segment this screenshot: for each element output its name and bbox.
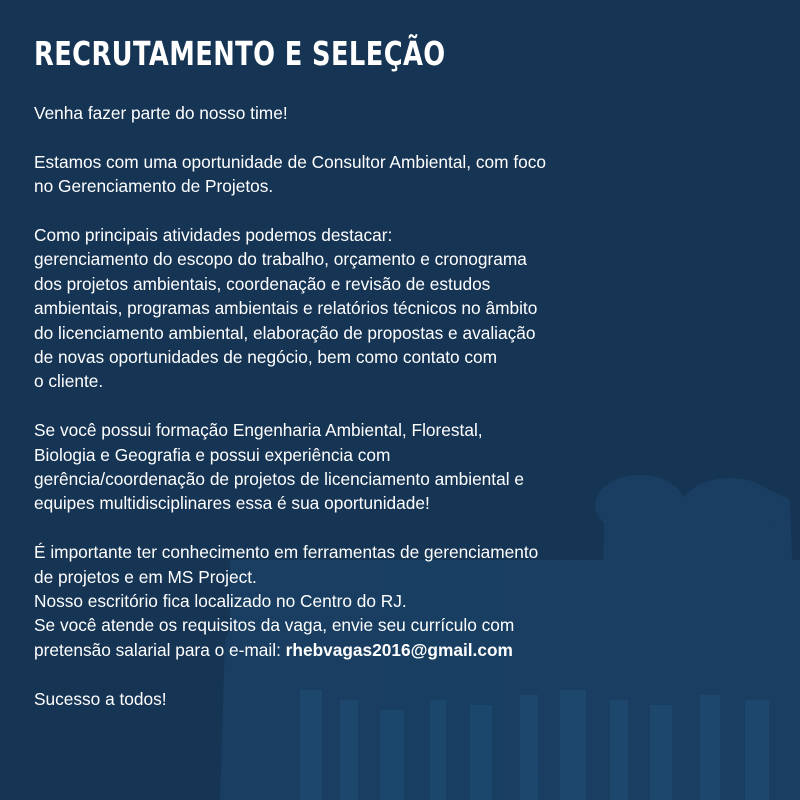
profile-paragraph [34, 418, 634, 516]
email-prefix: pretensão salarial para o e-mail: [34, 639, 286, 660]
activities-line: de novas oportunidades de negócio, bem como contato com [34, 347, 498, 368]
email-line [34, 638, 634, 662]
requirements-line: Nosso escritório fica localizado no Centro do RJ. [34, 591, 407, 612]
profile-line: gerência/coordenação de projetos de licenciamento ambiental e [34, 469, 524, 490]
job-post [34, 34, 634, 711]
requirements-paragraph [34, 540, 634, 662]
profile-line: equipes multidisciplinares essa é sua oportunidade! [34, 493, 430, 514]
activities-line: dos projetos ambientais, coordenação e revisão de estudos [34, 273, 491, 294]
activities-line: gerenciamento do escopo do trabalho, orçamento e cronograma [34, 249, 527, 270]
opportunity-paragraph [34, 150, 634, 199]
activities-line: o cliente. [34, 371, 104, 392]
profile-line: Se você possui formação Engenharia Ambiental, Florestal, [34, 420, 483, 441]
page-title: RECRUTAMENTO E SELEÇÃO [34, 34, 446, 73]
intro-text: Venha fazer parte do nosso time! [34, 103, 288, 123]
requirements-line: de projetos e em MS Project. [34, 566, 257, 587]
requirements-line: Se você atende os requisitos da vaga, envie seu currículo com [34, 615, 515, 636]
opportunity-line: Estamos com uma oportunidade de Consultor Ambiental, com foco [34, 151, 546, 172]
opportunity-line: no Gerenciamento de Projetos. [34, 176, 274, 197]
activities-paragraph [34, 223, 634, 394]
requirements-line: É importante ter conhecimento em ferramentas de gerenciamento [34, 542, 539, 563]
contact-email[interactable]: rhebvagas2016@gmail.com [285, 639, 513, 660]
closing-text: Sucesso a todos! [34, 688, 167, 709]
activities-line: ambientais, programas ambientais e relatórios técnicos no âmbito [34, 298, 538, 319]
profile-line: Biologia e Geografia e possui experiência com [34, 444, 391, 465]
activities-line: Como principais atividades podemos destacar: [34, 225, 393, 245]
activities-line: do licenciamento ambiental, elaboração de propostas e avaliação [34, 322, 536, 343]
